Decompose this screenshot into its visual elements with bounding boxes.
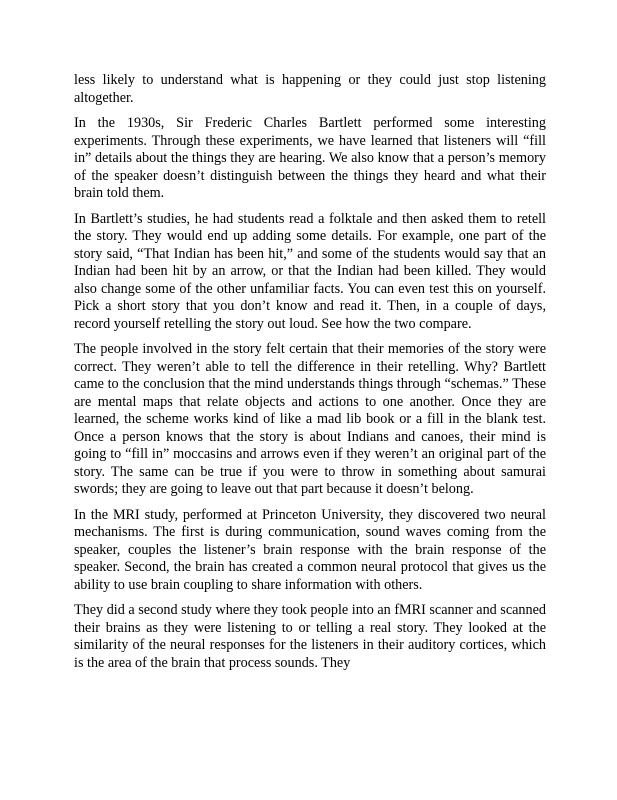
document-page — [74, 72, 546, 680]
paragraph: less likely to understand what is happening or they could just stop listening altogether. — [74, 72, 546, 106]
paragraph: The people involved in the story felt certain that their memories of the story were correct. They weren’t able to tell the difference in their retelling. Why? Bartlett came to the conclusion that the mind understands things through “schemas.” These are mental maps that relate objects and actions to one another. Once they are learned, the scheme works kind of like a mad lib book or a fill in the blank test. Once a person knows that the story is about Indians and canoes, their mind is going to “fill in” moccasins and arrows even if they weren’t an original part of the story. The same can be true if you were to throw in something about samurai swords; they are going to leave out that part because it doesn’t belong. — [74, 341, 546, 497]
paragraph: In the 1930s, Sir Frederic Charles Bartlett performed some interesting experiments. Through these experiments, we have learned that listeners will “fill in” details about the things they are hearing. We also know that a person’s memory of the speaker doesn’t distinguish between the things they heard and what their brain told them. — [74, 115, 546, 201]
paragraph: In Bartlett’s studies, he had students read a folktale and then asked them to retell the story. They would end up adding some details. For example, one part of the story said, “That Indian has been hit,” and some of the students would say that an Indian had been hit by an arrow, or that the Indian had been killed. They would also change some of the other unfamiliar facts. You can even test this on yourself. Pick a short story that you don’t know and read it. Then, in a couple of days, record yourself retelling the story out loud. See how the two compare. — [74, 210, 546, 332]
paragraph: In the MRI study, performed at Princeton University, they discovered two neural mechanisms. The first is during communication, sound waves coming from the speaker, couples the listener’s brain response with the brain response of the speaker. Second, the brain has created a common neural protocol that gives us the ability to use brain coupling to share information with others. — [74, 506, 546, 593]
paragraph: They did a second study where they took people into an fMRI scanner and scanned their brains as they were listening to or telling a real story. They looked at the similarity of the neural responses for the listeners in their auditory cortices, which is the area of the brain that process sounds. They — [74, 602, 546, 671]
